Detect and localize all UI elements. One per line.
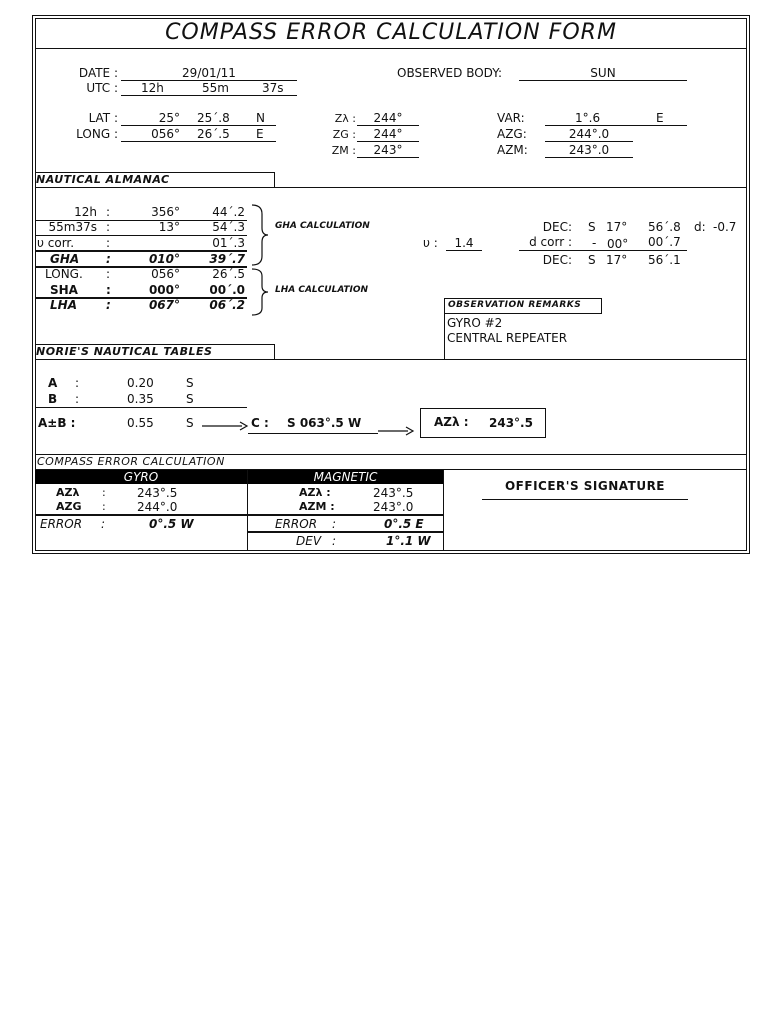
almanac-row-deg: 13° [158, 220, 180, 234]
utc-hours: 12h [141, 81, 164, 95]
almanac-row-sep: : [106, 267, 111, 281]
magnetic-officer-divider [443, 470, 444, 551]
mag-error-line [248, 531, 443, 533]
gyro-az-gyro-value: 244°.0 [137, 500, 178, 514]
mag-az-lambda-label: AZλ : [299, 486, 331, 499]
almanac-row-label: 12h [74, 205, 97, 219]
norie-c-underline [248, 433, 378, 434]
almanac-row-deg: 000° [148, 283, 180, 297]
az-lambda-label: AZλ : [434, 415, 469, 429]
gyro-az-lambda-value: 243°.5 [137, 486, 178, 500]
az-lambda-value: 243°.5 [489, 416, 533, 430]
z-gyro-label: ZG : [332, 128, 356, 141]
mag-sum-line [248, 514, 443, 516]
almanac-line-12h [35, 220, 247, 221]
gyro-az-lambda-label: AZλ [56, 486, 80, 499]
norie-apb-label: A±B : [38, 416, 76, 430]
az-gyro-value: 244°.0 [545, 127, 633, 142]
lat-minutes: 25´.8 [197, 111, 230, 125]
compass-error-section-title: COMPASS ERROR CALCULATION [37, 455, 225, 468]
long-degrees: 056° [151, 127, 180, 141]
d-corr-sign: - [592, 236, 597, 250]
officer-signature-label: OFFICER'S SIGNATURE [504, 479, 666, 493]
norie-a-sep: : [75, 376, 80, 390]
gha-brace [250, 204, 270, 266]
d-corr-label: d corr : [529, 235, 572, 249]
remarks-title: OBSERVATION REMARKS [448, 300, 582, 310]
almanac-row-min: 26´.5 [212, 267, 245, 281]
title-divider [35, 48, 747, 49]
variation-value: 1°.6 [575, 111, 601, 125]
remarks-left-border [444, 314, 445, 360]
almanac-row-sep: : [106, 220, 111, 234]
observed-body-label: OBSERVED BODY: [397, 66, 503, 80]
mag-error-sep: : [332, 517, 337, 531]
variation-label: VAR: [497, 111, 525, 125]
form-title: COMPASS ERROR CALCULATION FORM [165, 20, 617, 45]
dec-label: DEC: [542, 220, 572, 234]
almanac-row-sep: : [106, 205, 111, 219]
norie-a-direction: S [186, 376, 194, 390]
long-label: LONG : [76, 127, 118, 141]
date-label: DATE : [78, 66, 118, 80]
almanac-row-min: 01´.3 [212, 236, 245, 250]
d-corr-degrees: 00° [607, 237, 629, 251]
gyro-az-gyro-label: AZG [56, 500, 82, 513]
almanac-row-sep: : [106, 252, 111, 266]
officer-signature-line[interactable] [482, 499, 688, 500]
utc-minutes: 55m [202, 81, 229, 95]
almanac-line-55m [35, 235, 247, 236]
dec-final-minutes: 56´.1 [648, 253, 681, 267]
date-value: 29/01/11 [121, 66, 297, 81]
remarks-line-1: GYRO #2 [447, 316, 503, 330]
norie-section-title: NORIE'S NAUTICAL TABLES [36, 345, 213, 358]
almanac-row-min: 06´.2 [209, 298, 245, 312]
gyro-az-gyro-sep: : [102, 500, 106, 513]
norie-c-value: S 063°.5 W [287, 416, 362, 430]
almanac-line-gha [35, 266, 247, 268]
lat-label: LAT : [88, 111, 118, 125]
d-label: d: [694, 220, 706, 234]
v-value: 1.4 [446, 236, 482, 251]
dec-sum-line [519, 250, 687, 251]
almanac-row-label: 55m37s [48, 220, 97, 234]
almanac-row-min: 39´.7 [209, 252, 245, 266]
gyro-sum-line [35, 514, 247, 516]
mag-az-magnetic-label: AZM : [299, 500, 335, 513]
gyro-magnetic-divider [247, 470, 248, 551]
gyro-error-value: 0°.5 W [149, 517, 194, 531]
almanac-row-sep: : [106, 283, 111, 297]
norie-b-label: B [48, 392, 58, 406]
utc-label: UTC : [86, 81, 118, 95]
almanac-row-min: 44´.2 [212, 205, 245, 219]
norie-c-label: C : [251, 416, 269, 430]
almanac-row-label: LHA [50, 298, 77, 312]
observed-body-value: SUN [519, 66, 687, 81]
mag-dev-label: DEV [296, 534, 322, 548]
norie-a-label: A [48, 376, 58, 390]
almanac-row-label: υ corr. [37, 236, 75, 250]
almanac-row-label: GHA [50, 252, 80, 266]
almanac-row-min: 00´.0 [209, 283, 245, 297]
arrow-to-c-icon [202, 421, 248, 431]
magnetic-column-header: MAGNETIC [248, 470, 443, 484]
v-label: υ : [423, 236, 438, 250]
mag-az-magnetic-value: 243°.0 [373, 500, 414, 514]
mag-dev-sep: : [332, 534, 337, 548]
almanac-row-deg: 356° [151, 205, 180, 219]
dec-direction: S [588, 220, 596, 234]
az-gyro-label: AZG: [497, 127, 527, 141]
almanac-line-vcorr [35, 250, 247, 252]
az-magnetic-label: AZM: [497, 143, 528, 157]
norie-apb-direction: S [186, 416, 194, 430]
long-direction: E [256, 127, 264, 141]
variation-underline [545, 111, 687, 126]
almanac-row-label: LONG. [45, 267, 83, 281]
almanac-row-deg: 010° [148, 252, 180, 266]
mag-dev-value: 1°.1 W [386, 534, 431, 548]
almanac-row-deg: 056° [151, 267, 180, 281]
norie-divider [275, 359, 747, 360]
dec-minutes: 56´.8 [648, 220, 681, 234]
mag-error-value: 0°.5 E [384, 517, 424, 531]
almanac-line-sha [35, 297, 247, 299]
z-lambda-value: 244° [357, 111, 419, 126]
norie-apb-value: 0.55 [127, 416, 154, 430]
lat-degrees: 25° [158, 111, 180, 125]
almanac-section-title: NAUTICAL ALMANAC [36, 173, 170, 186]
norie-b-sep: : [75, 392, 80, 406]
long-minutes: 26´.5 [197, 127, 230, 141]
gyro-column-header: GYRO [35, 470, 247, 484]
az-magnetic-value: 243°.0 [545, 143, 633, 158]
d-corr-minutes: 00´.7 [648, 235, 681, 249]
mag-az-lambda-value: 243°.5 [373, 486, 414, 500]
mag-error-label: ERROR [275, 517, 318, 531]
gha-calculation-label: GHA CALCULATION [275, 221, 370, 231]
almanac-row-label: SHA [50, 283, 78, 297]
variation-direction: E [656, 111, 664, 125]
gyro-az-lambda-sep: : [102, 486, 106, 499]
z-magnetic-value: 243° [357, 143, 419, 158]
gyro-error-sep: : [101, 517, 106, 531]
dec-final-direction: S [588, 253, 596, 267]
lat-direction: N [256, 111, 265, 125]
lha-calculation-label: LHA CALCULATION [275, 285, 369, 295]
almanac-row-min: 54´.3 [212, 220, 245, 234]
z-magnetic-label: ZM : [331, 144, 356, 157]
almanac-row-sep: : [106, 298, 111, 312]
dec-final-degrees: 17° [606, 253, 628, 267]
almanac-row-deg: 067° [148, 298, 180, 312]
z-lambda-label: Zλ : [334, 112, 356, 125]
z-gyro-value: 244° [357, 127, 419, 142]
lha-brace [250, 268, 270, 316]
gyro-error-label: ERROR [40, 517, 83, 531]
norie-a-value: 0.20 [127, 376, 154, 390]
utc-seconds: 37s [262, 81, 284, 95]
almanac-row-sep: : [106, 236, 111, 250]
arrow-to-az-icon [378, 426, 414, 436]
norie-b-value: 0.35 [127, 392, 154, 406]
d-value: -0.7 [713, 220, 737, 234]
dec-degrees: 17° [606, 220, 628, 234]
norie-b-direction: S [186, 392, 194, 406]
dec-final-label: DEC: [542, 253, 572, 267]
remarks-line-2: CENTRAL REPEATER [447, 331, 568, 345]
almanac-divider [275, 187, 747, 188]
norie-sum-line [35, 407, 247, 408]
